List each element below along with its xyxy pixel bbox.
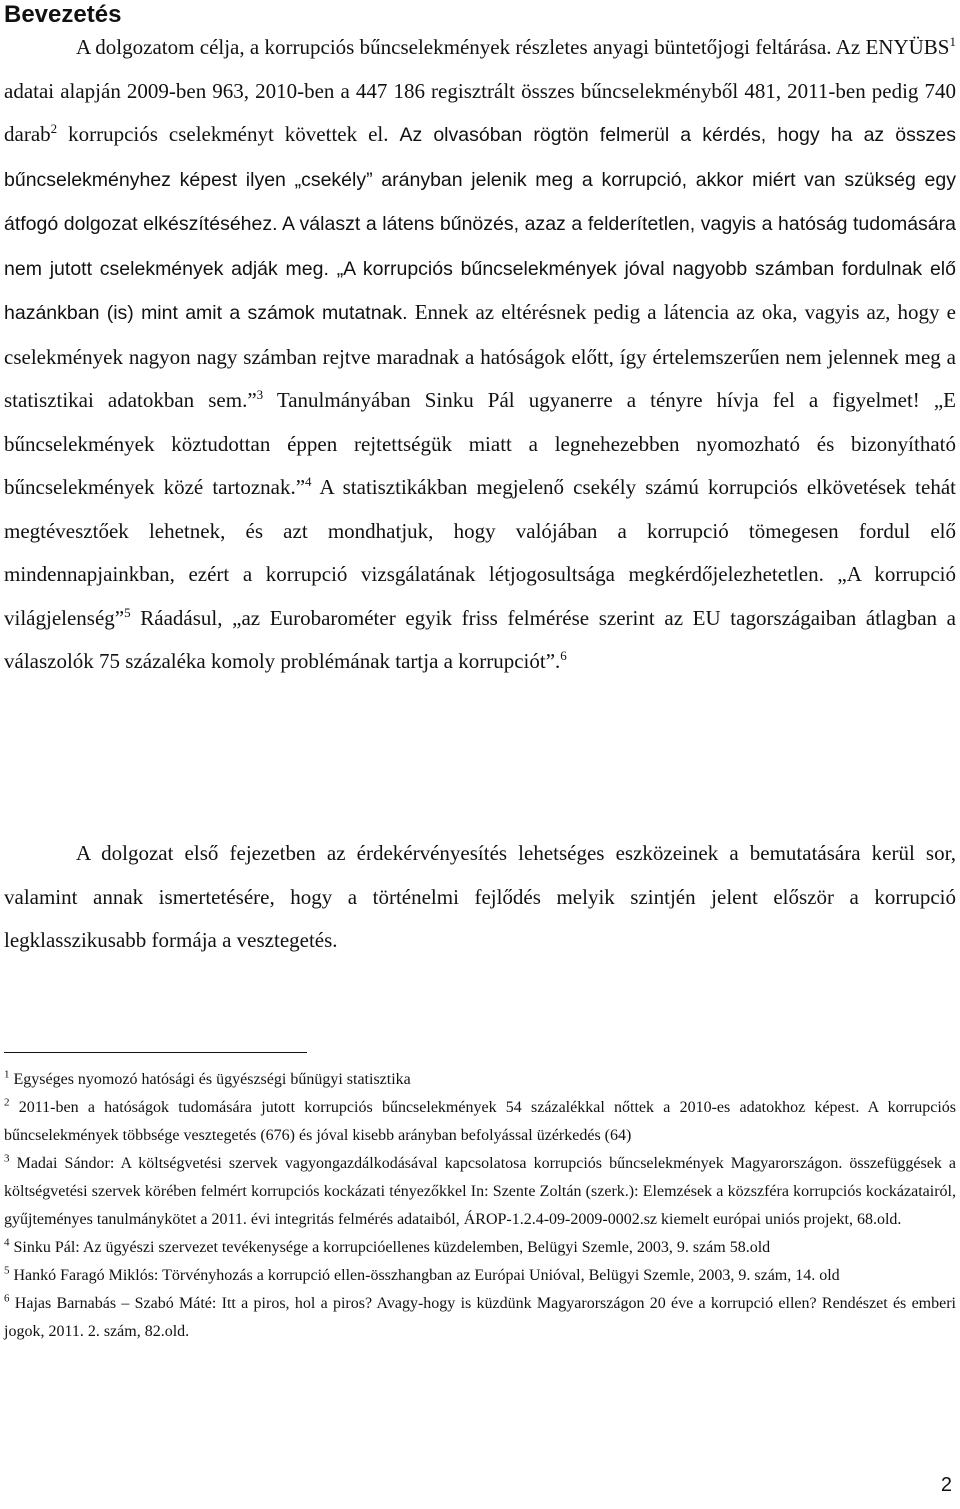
footnote-number: 6 bbox=[4, 1292, 10, 1305]
paragraph-sentence: Ennek az eltérésnek pedig a látencia az oka, vagyis az, hogy e cselekmények nagyon nagy számban rejtve maradnak a hatóságok előtt, így értelemszerűen nem jelennek meg a statisztikai adatokban sem.” bbox=[4, 300, 956, 412]
footnote-number: 1 bbox=[4, 1068, 10, 1081]
page-number: 2 bbox=[940, 1474, 952, 1496]
paragraph-sentence: Tanulmányában Sinku Pál ugyanerre a tényre hívja fel a figyelmet! „E bűncselekmények köztudottan éppen rejtettségük miatt a legnehezebben nyomozható és bizonyítható bűncselekmények közé tartoznak.” bbox=[4, 388, 956, 499]
paragraph-sentence: korrupciós cselekményt követtek el. bbox=[57, 122, 400, 146]
footnote-text: Egységes nyomozó hatósági és ügyészségi bűnügyi statisztika bbox=[13, 1071, 411, 1088]
footnote bbox=[4, 1150, 956, 1234]
footnote-number: 5 bbox=[4, 1264, 10, 1277]
section-heading: Bevezetés bbox=[4, 1, 122, 28]
footnote-ref[interactable]: 5 bbox=[124, 604, 131, 620]
footnote-ref[interactable]: 1 bbox=[949, 34, 956, 49]
footnote-number: 4 bbox=[4, 1236, 10, 1249]
intro-paragraph bbox=[4, 26, 956, 684]
footnote-ref[interactable]: 6 bbox=[560, 648, 567, 663]
footnote-separator bbox=[4, 1052, 307, 1053]
paragraph-sentence: adatai alapján 2009-ben 963, 2010-ben a 447 186 regisztrált összes bűncselekményből 481, 2011-ben pedig 740 darab bbox=[4, 78, 956, 146]
footnote-text: Hajas Barnabás – Szabó Máté: Itt a piros, hol a piros? Avagy-hogy is küzdünk Magyarországon 20 éve a korrupció ellen? Rendészet és emberi jogok, 2011. 2. szám, 82.old. bbox=[4, 1295, 956, 1340]
footnote-text: Hankó Faragó Miklós: Törvényhozás a korrupció ellen-összhangban az Európai Unióval, Belügyi Szemle, 2003, 9. szám, 14. old bbox=[13, 1267, 840, 1284]
footnote-text: Madai Sándor: A költségvetési szervek vagyongazdálkodásával kapcsolatosa korrupciós bűncselekmények Magyarországon. összefüggések a költségvetési szervek körében felmért korrupciós kockázati tényezőkkel In: Szente Zoltán (szerk.): Elemzések a közszféra korrupciós kockázatairól, gyűjteményes tanulmánykötet a 2011. évi integritás felmérés adataiból, ÁROP-1.2.4-09-2009-0002.sz kiemelt európai uniós projekt, 68.old. bbox=[4, 1155, 957, 1228]
footnotes-section bbox=[4, 1066, 956, 1346]
footnote bbox=[4, 1262, 956, 1290]
paragraph-sentence: A dolgozat első fejezetben az érdekérvényesítés lehetséges eszközeinek a bemutatására kerül sor, valamint annak ismertetésére, hogy a történelmi fejlődés melyik szintjén jelent először a korrupció legklasszikusabb formája a vesztegetés. bbox=[4, 841, 956, 952]
footnote bbox=[4, 1066, 956, 1094]
paragraph-sentence: A dolgozatom célja, a korrupciós bűncselekmények részletes anyagi büntetőjogi feltárása. Az ENYÜBS bbox=[76, 35, 950, 59]
footnote-text: Sinku Pál: Az ügyészi szervezet tevékenysége a korrupcióellenes küzdelemben, Belügyi Szemle, 2003, 9. szám 58.old bbox=[13, 1239, 771, 1256]
footnote bbox=[4, 1234, 956, 1262]
footnote bbox=[4, 1290, 956, 1346]
footnote bbox=[4, 1094, 956, 1150]
footnote-text: 2011-ben a hatóságok tudomására jutott korrupciós bűncselekmények 54 százalékkal nőttek a 2010-es adatokhoz képest. A korrupciós bűncselekmények többsége vesztegetés (676) és jóval kisebb arányban befolyással üzérkedés (64) bbox=[4, 1099, 957, 1144]
paragraph-sentence: Ráadásul, „az Eurobarométer egyik friss felmérése szerint az EU tagországaiban átlagban a válaszolók 75 százaléka komoly problémának tartja a korrupciót”. bbox=[4, 605, 956, 673]
footnote-number: 3 bbox=[4, 1152, 10, 1165]
footnote-ref[interactable]: 2 bbox=[50, 121, 58, 136]
paragraph-sentence: Az olvasóban rögtön felmerül a kérdés, hogy ha az összes bűncselekményhez képest ilyen „csekély” arányban jelenik meg a korrupció, akkor miért van szükség egy átfogó dolgozat elkészítéséhez. A választ a látens bűnözés, azaz a felderítetlen, vagyis a hatóság tudomására nem jutott cselekmények adják meg. „A korrupciós bűncselekmények jóval nagyobb számban fordulnak elő hazánkban (is) mint amit a számok mutatnak. bbox=[4, 124, 956, 324]
outline-paragraph bbox=[4, 832, 956, 963]
footnote-ref[interactable]: 3 bbox=[256, 387, 264, 402]
footnote-ref[interactable]: 4 bbox=[305, 474, 312, 489]
footnote-number: 2 bbox=[4, 1096, 10, 1109]
paragraph-sentence: A statisztikákban megjelenő csekély számú korrupciós elkövetések tehát megtévesztőek lehetnek, és azt mondhatjuk, hogy valójában a korrupció tömegesen fordul elő mindennapjainkban, ezért a korrupció vizsgálatának létjogosultsága megkérdőjelezhetetlen. „A korrupció világjelenség” bbox=[4, 475, 956, 630]
